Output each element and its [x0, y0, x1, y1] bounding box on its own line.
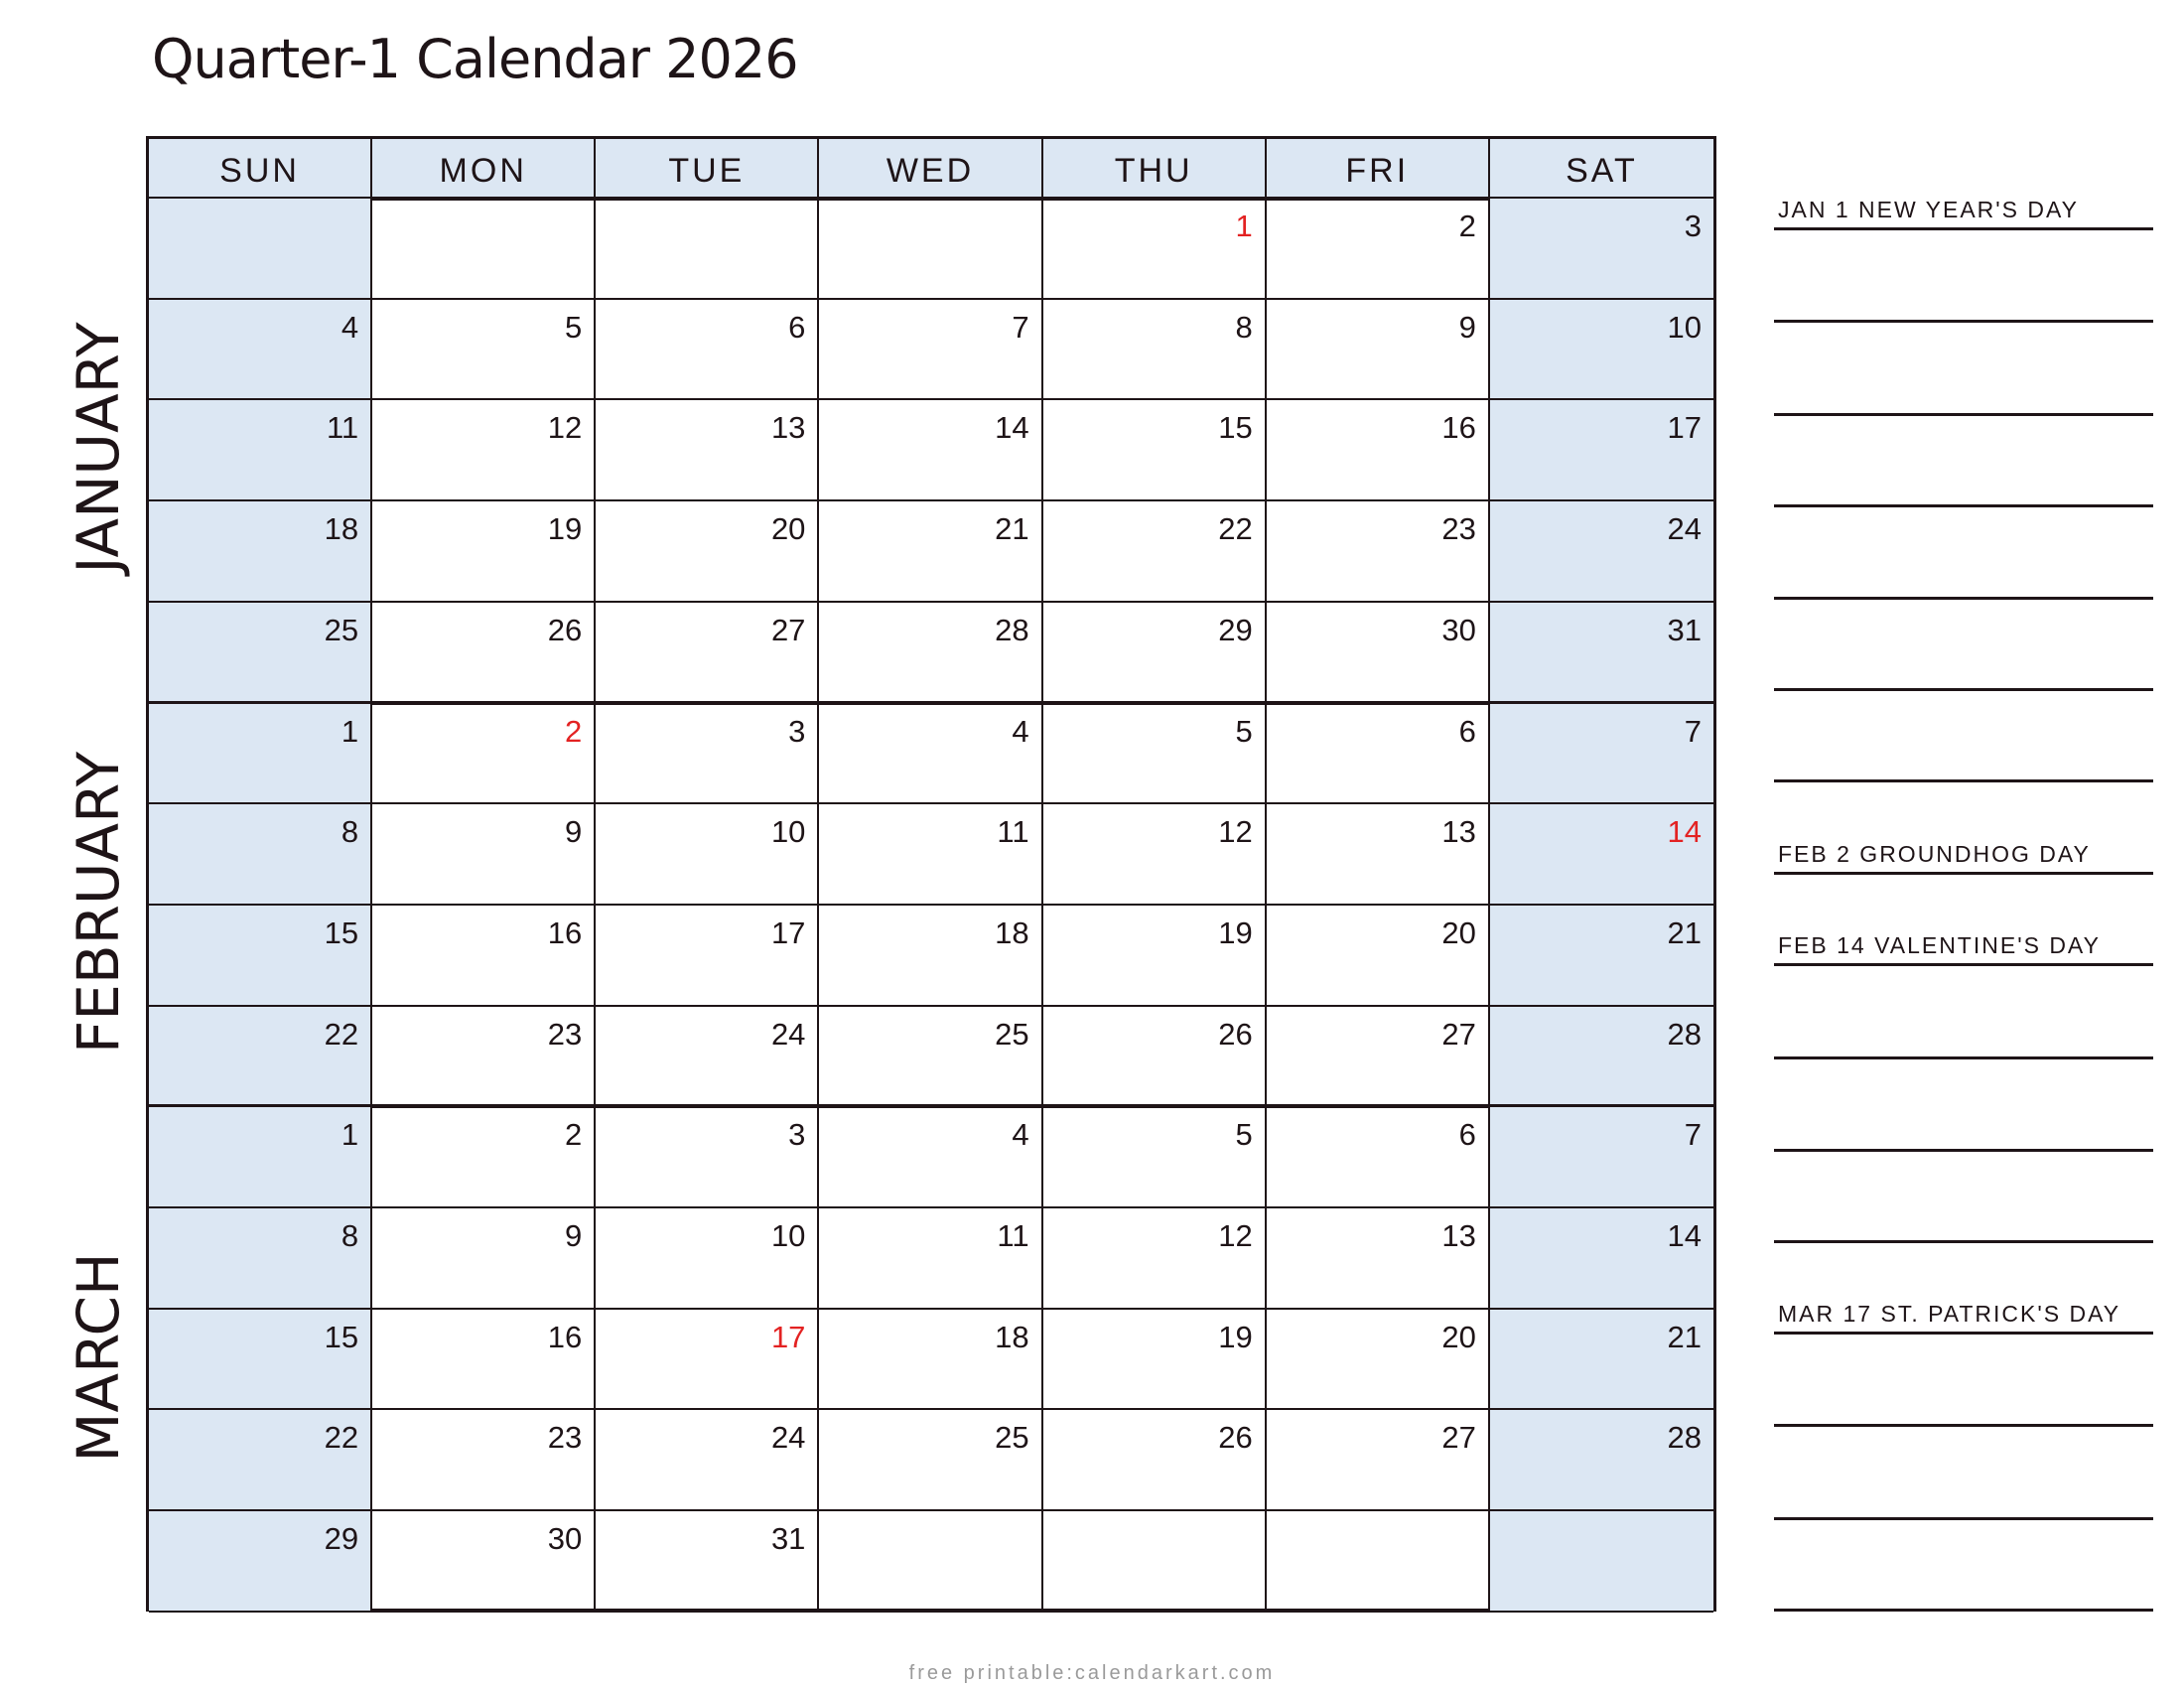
day-cell-march-26[interactable]: 26: [1043, 1410, 1267, 1511]
day-cell-march-11[interactable]: 11: [819, 1208, 1042, 1310]
note-line[interactable]: [1774, 875, 2153, 966]
day-cell-january-31[interactable]: 31: [1490, 603, 1713, 704]
day-cell-march-21[interactable]: 21: [1490, 1310, 1713, 1411]
day-cell-january-21[interactable]: 21: [819, 501, 1042, 603]
day-cell-january-26[interactable]: 26: [372, 603, 596, 704]
day-cell-march-9[interactable]: 9: [372, 1208, 596, 1310]
footer-credit: free printable:calendarkart.com: [908, 1662, 1276, 1684]
day-cell-february-10[interactable]: 10: [596, 804, 819, 906]
day-cell-march-27[interactable]: 27: [1267, 1410, 1490, 1511]
month-label-march: MARCH: [65, 1251, 132, 1463]
weekday-header-sat: SAT: [1490, 139, 1713, 197]
day-cell-february-6[interactable]: 6: [1267, 704, 1490, 805]
day-cell-january-10[interactable]: 10: [1490, 300, 1713, 401]
day-cell-march-3[interactable]: 3: [596, 1107, 819, 1208]
day-cell-march-15[interactable]: 15: [149, 1310, 372, 1411]
note-line[interactable]: [1774, 1520, 2153, 1612]
note-line[interactable]: [1774, 600, 2153, 691]
day-cell-january-18[interactable]: 18: [149, 501, 372, 603]
day-cell-february-13[interactable]: 13: [1267, 804, 1490, 906]
day-cell-march-14[interactable]: 14: [1490, 1208, 1713, 1310]
weekday-header-thu: THU: [1043, 139, 1267, 197]
note-line[interactable]: [1774, 508, 2153, 600]
note-line[interactable]: [1774, 968, 2153, 1059]
day-cell-january-22[interactable]: 22: [1043, 501, 1267, 603]
weekday-header-wed: WED: [819, 139, 1042, 197]
day-cell-january-19[interactable]: 19: [372, 501, 596, 603]
day-cell-march-23[interactable]: 23: [372, 1410, 596, 1511]
calendar-grid: [146, 136, 1716, 1612]
day-cell-march-22[interactable]: 22: [149, 1410, 372, 1511]
day-cell-march-5[interactable]: 5: [1043, 1107, 1267, 1208]
day-cell-march-19[interactable]: 19: [1043, 1310, 1267, 1411]
day-cell-january-7[interactable]: 7: [819, 300, 1042, 401]
day-cell-january-11[interactable]: 11: [149, 400, 372, 501]
note-line[interactable]: [1774, 1243, 2153, 1335]
note-line[interactable]: [1774, 139, 2153, 230]
day-cell-january-2[interactable]: 2: [1267, 199, 1490, 300]
day-cell-march-10[interactable]: 10: [596, 1208, 819, 1310]
day-cell-january-empty[interactable]: [819, 199, 1042, 300]
day-cell-february-17[interactable]: 17: [596, 906, 819, 1007]
weekday-header-mon: MON: [372, 139, 596, 197]
note-line[interactable]: [1774, 231, 2153, 323]
day-cell-january-15[interactable]: 15: [1043, 400, 1267, 501]
holiday-note: JAN 1 NEW YEAR'S DAY: [1778, 197, 2079, 222]
day-cell-february-18[interactable]: 18: [819, 906, 1042, 1007]
day-cell-march-16[interactable]: 16: [372, 1310, 596, 1411]
note-line[interactable]: [1774, 325, 2153, 416]
day-cell-february-20[interactable]: 20: [1267, 906, 1490, 1007]
day-cell-february-16[interactable]: 16: [372, 906, 596, 1007]
weekday-header-fri: FRI: [1267, 139, 1490, 197]
day-cell-january-4[interactable]: 4: [149, 300, 372, 401]
day-cell-february-23[interactable]: 23: [372, 1007, 596, 1108]
day-cell-march-2[interactable]: 2: [372, 1107, 596, 1208]
day-cell-january-23[interactable]: 23: [1267, 501, 1490, 603]
day-cell-january-8[interactable]: 8: [1043, 300, 1267, 401]
day-cell-january-9[interactable]: 9: [1267, 300, 1490, 401]
day-cell-january-empty[interactable]: [372, 199, 596, 300]
day-cell-february-9[interactable]: 9: [372, 804, 596, 906]
day-cell-march-31[interactable]: 31: [596, 1511, 819, 1613]
day-cell-march-13[interactable]: 13: [1267, 1208, 1490, 1310]
day-cell-january-14[interactable]: 14: [819, 400, 1042, 501]
day-cell-march-empty[interactable]: [819, 1511, 1042, 1613]
note-line[interactable]: [1774, 1336, 2153, 1427]
day-cell-march-8[interactable]: 8: [149, 1208, 372, 1310]
day-cell-february-1[interactable]: 1: [149, 704, 372, 805]
holiday-note: FEB 2 GROUNDHOG DAY: [1778, 841, 2091, 867]
day-cell-january-empty[interactable]: [596, 199, 819, 300]
day-cell-march-24[interactable]: 24: [596, 1410, 819, 1511]
month-label-february: FEBRUARY: [65, 751, 132, 1055]
day-cell-january-24[interactable]: 24: [1490, 501, 1713, 603]
day-cell-march-29[interactable]: 29: [149, 1511, 372, 1613]
note-line[interactable]: [1774, 691, 2153, 782]
note-line[interactable]: [1774, 783, 2153, 875]
day-cell-february-3[interactable]: 3: [596, 704, 819, 805]
day-cell-march-7[interactable]: 7: [1490, 1107, 1713, 1208]
day-cell-february-7[interactable]: 7: [1490, 704, 1713, 805]
day-cell-march-20[interactable]: 20: [1267, 1310, 1490, 1411]
note-line[interactable]: [1774, 1429, 2153, 1520]
note-line[interactable]: [1774, 1060, 2153, 1152]
day-cell-february-24[interactable]: 24: [596, 1007, 819, 1108]
day-cell-february-8[interactable]: 8: [149, 804, 372, 906]
day-cell-march-6[interactable]: 6: [1267, 1107, 1490, 1208]
day-cell-march-30[interactable]: 30: [372, 1511, 596, 1613]
day-cell-march-25[interactable]: 25: [819, 1410, 1042, 1511]
day-cell-march-18[interactable]: 18: [819, 1310, 1042, 1411]
day-cell-january-20[interactable]: 20: [596, 501, 819, 603]
day-cell-march-empty[interactable]: [1490, 1511, 1713, 1613]
day-cell-january-17[interactable]: 17: [1490, 400, 1713, 501]
day-cell-march-28[interactable]: 28: [1490, 1410, 1713, 1511]
day-cell-january-30[interactable]: 30: [1267, 603, 1490, 704]
day-cell-january-27[interactable]: 27: [596, 603, 819, 704]
day-cell-march-17[interactable]: 17: [596, 1310, 819, 1411]
day-cell-february-2[interactable]: 2: [372, 704, 596, 805]
day-cell-february-27[interactable]: 27: [1267, 1007, 1490, 1108]
day-cell-january-6[interactable]: 6: [596, 300, 819, 401]
day-cell-february-4[interactable]: 4: [819, 704, 1042, 805]
day-cell-february-26[interactable]: 26: [1043, 1007, 1267, 1108]
day-cell-january-25[interactable]: 25: [149, 603, 372, 704]
day-cell-february-19[interactable]: 19: [1043, 906, 1267, 1007]
day-cell-january-13[interactable]: 13: [596, 400, 819, 501]
day-cell-february-12[interactable]: 12: [1043, 804, 1267, 906]
day-cell-february-28[interactable]: 28: [1490, 1007, 1713, 1108]
day-cell-february-11[interactable]: 11: [819, 804, 1042, 906]
day-cell-march-empty[interactable]: [1043, 1511, 1267, 1613]
day-cell-january-3[interactable]: 3: [1490, 199, 1713, 300]
day-cell-january-28[interactable]: 28: [819, 603, 1042, 704]
day-cell-february-5[interactable]: 5: [1043, 704, 1267, 805]
day-cell-february-15[interactable]: 15: [149, 906, 372, 1007]
day-cell-march-4[interactable]: 4: [819, 1107, 1042, 1208]
day-cell-january-1[interactable]: 1: [1043, 199, 1267, 300]
note-line[interactable]: [1774, 1152, 2153, 1243]
day-cell-january-5[interactable]: 5: [372, 300, 596, 401]
day-cell-march-12[interactable]: 12: [1043, 1208, 1267, 1310]
weekday-header-sun: SUN: [149, 139, 372, 197]
day-cell-february-25[interactable]: 25: [819, 1007, 1042, 1108]
day-cell-january-29[interactable]: 29: [1043, 603, 1267, 704]
page-title: Quarter-1 Calendar 2026: [152, 28, 798, 90]
day-cell-february-14[interactable]: 14: [1490, 804, 1713, 906]
weekday-header-tue: TUE: [596, 139, 819, 197]
day-cell-february-22[interactable]: 22: [149, 1007, 372, 1108]
day-cell-march-empty[interactable]: [1267, 1511, 1490, 1613]
holiday-note: MAR 17 ST. PATRICK'S DAY: [1778, 1301, 2121, 1327]
month-label-january: JANUARY: [65, 322, 132, 574]
day-cell-january-12[interactable]: 12: [372, 400, 596, 501]
day-cell-march-1[interactable]: 1: [149, 1107, 372, 1208]
day-cell-february-21[interactable]: 21: [1490, 906, 1713, 1007]
note-line[interactable]: [1774, 416, 2153, 507]
day-cell-january-16[interactable]: 16: [1267, 400, 1490, 501]
holiday-note: FEB 14 VALENTINE'S DAY: [1778, 932, 2101, 958]
day-cell-january-empty[interactable]: [149, 199, 372, 300]
